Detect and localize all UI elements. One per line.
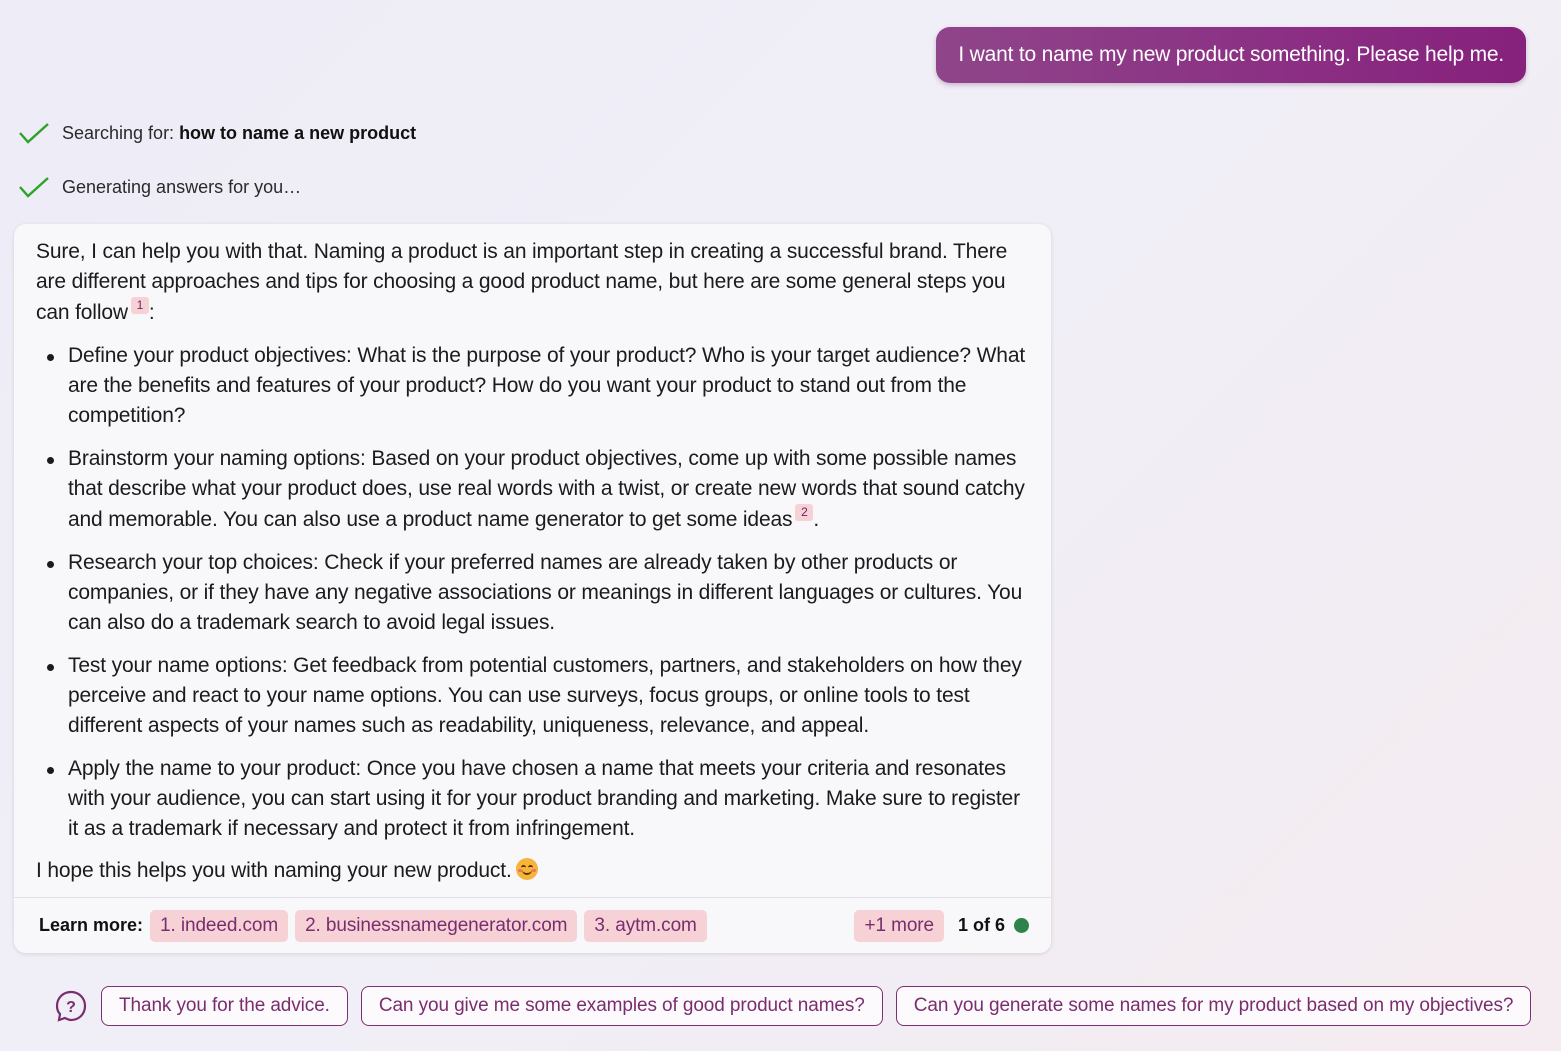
list-item bbox=[36, 651, 1029, 741]
searching-query: how to name a new product bbox=[179, 122, 417, 143]
list-item-text: Research your top choices: Check if your preferred names are already taken by other products or companies, or if they have any negative associations or meanings in different languages or cultures. You can also do a trademark search to avoid legal issues. bbox=[68, 551, 1023, 634]
list-item-end: . bbox=[813, 508, 820, 531]
source-link-indeed[interactable]: 1. indeed.com bbox=[150, 910, 288, 942]
list-item-text: Test your name options: Get feedback from potential customers, partners, and stakeholders on how they perceive and react to your name options. You can use surveys, focus groups, or online tools to test different aspects of your names such as readability, uniqueness, relevance, and appeal. bbox=[68, 654, 1022, 737]
learn-more-bar bbox=[14, 897, 1051, 953]
suggestion-generate-names[interactable]: Can you generate some names for my product based on my objectives? bbox=[896, 986, 1532, 1026]
more-sources-button[interactable]: +1 more bbox=[854, 910, 944, 942]
answer-intro bbox=[36, 237, 1029, 328]
list-item bbox=[36, 341, 1029, 431]
answer-body bbox=[14, 224, 1051, 886]
citation-1[interactable]: 1 bbox=[131, 297, 149, 314]
source-link-businessnamegenerator[interactable]: 2. businessnamegenerator.com bbox=[295, 910, 577, 942]
searching-prefix: Searching for: bbox=[62, 122, 180, 143]
list-item bbox=[36, 548, 1029, 638]
suggestion-thank-you[interactable]: Thank you for the advice. bbox=[101, 986, 348, 1026]
intro-text: Sure, I can help you with that. Naming a product is an important step in creating a successful brand. There are different approaches and tips for choosing a good product name, but here are some general steps you can follow bbox=[36, 240, 1008, 324]
generating-text: Generating answers for you… bbox=[62, 176, 302, 197]
list-item bbox=[36, 444, 1029, 535]
generating-status bbox=[18, 174, 301, 200]
citation-2[interactable]: 2 bbox=[795, 504, 813, 521]
list-item-text: Apply the name to your product: Once you have chosen a name that meets your criteria and resonates with your audience, you can start using it for your product branding and marketing. Make sure to register it as a trademark if necessary and protect it from infringement. bbox=[68, 757, 1020, 840]
status-dot-icon bbox=[1014, 918, 1029, 933]
list-item-text: Brainstorm your naming options: Based on your product objectives, come up with some possible names that describe what your product does, use real words with a twist, or create new words that sound catchy and memorable. You can also use a product name generator to get some ideas bbox=[68, 447, 1025, 531]
question-bubble-icon[interactable] bbox=[54, 989, 88, 1023]
closing-text: I hope this helps you with naming your new product. bbox=[36, 859, 512, 882]
intro-end: : bbox=[148, 301, 155, 324]
list-item bbox=[36, 754, 1029, 844]
suggestion-examples[interactable]: Can you give me some examples of good product names? bbox=[361, 986, 883, 1026]
answer-closing bbox=[36, 856, 1029, 886]
suggestion-bar bbox=[54, 986, 1544, 1026]
smiling-face-icon bbox=[516, 858, 538, 880]
list-item-text: Define your product objectives: What is the purpose of your product? Who is your target audience? What are the benefits and features of your product? How do you want your product to stand out from the competition? bbox=[68, 344, 1026, 427]
check-icon bbox=[18, 120, 50, 146]
check-icon bbox=[18, 174, 50, 200]
answer-card bbox=[14, 224, 1051, 953]
steps-list bbox=[36, 341, 1029, 844]
response-counter: 1 of 6 bbox=[957, 915, 1005, 935]
searching-status bbox=[18, 120, 416, 146]
learn-more-label: Learn more: bbox=[39, 915, 144, 935]
source-link-aytm[interactable]: 3. aytm.com bbox=[584, 910, 706, 942]
svg-text:?: ? bbox=[66, 999, 76, 1016]
user-message-bubble: I want to name my new product something. Please help me. bbox=[936, 27, 1526, 83]
